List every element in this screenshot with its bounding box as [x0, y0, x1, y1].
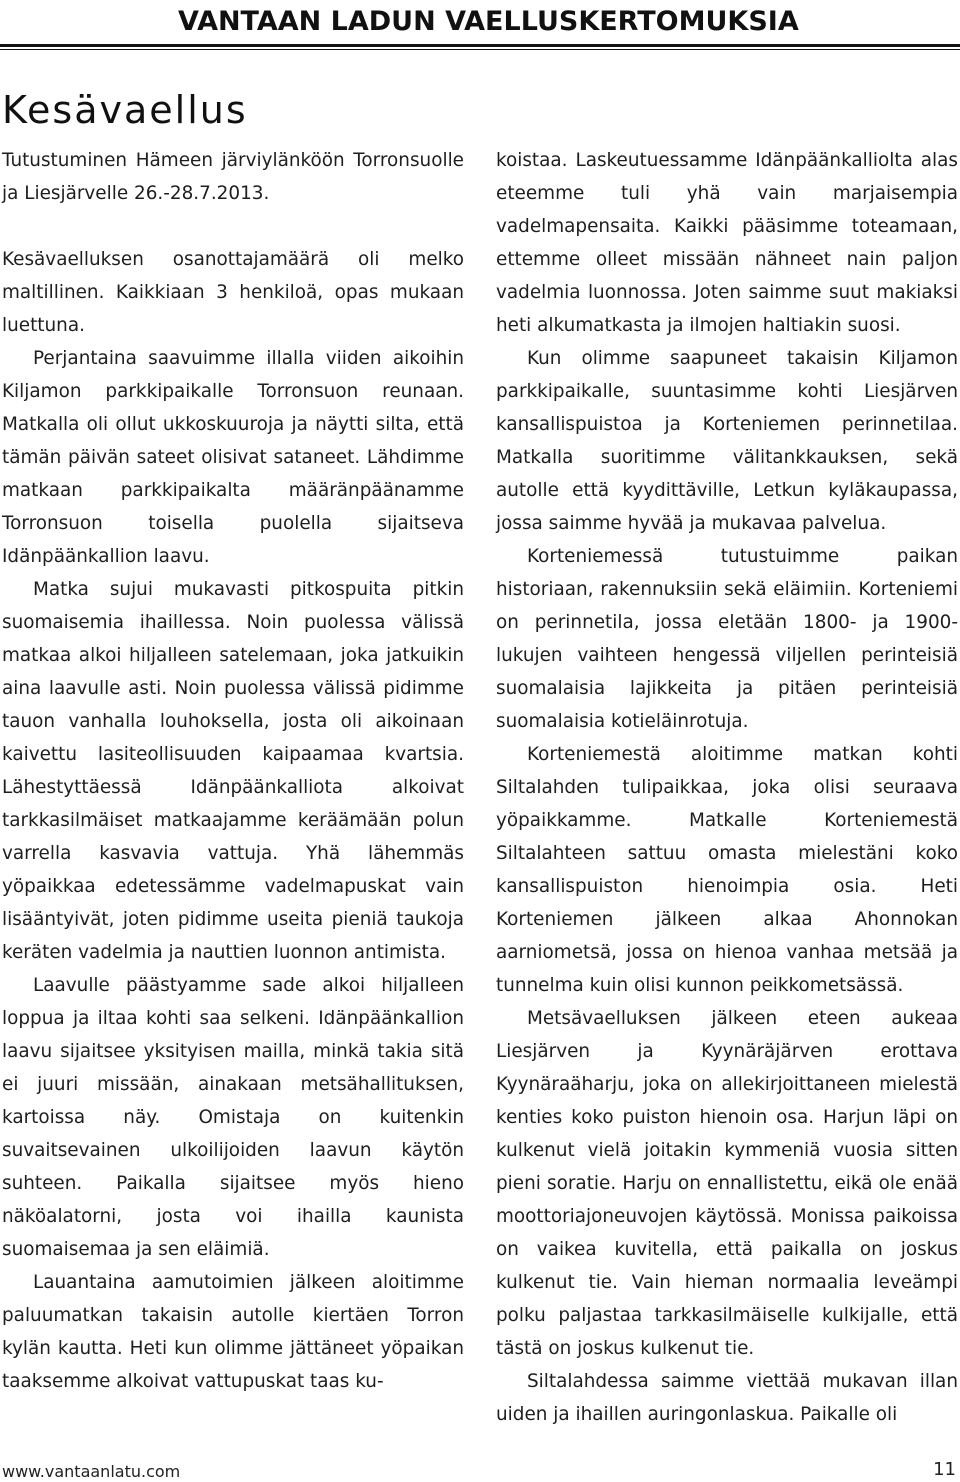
article-title: Kesävaellus — [2, 88, 248, 132]
footer-url: www.vantaanlatu.com — [2, 1462, 181, 1481]
paragraph: Laavulle päästyamme sade alkoi hiljalleen loppua ja iltaa kohti saa selkeni. Idänpäänkallion laavu sijaitsee yksityisen mailla, minkä takia sitä ei juuri missään, ainakaan metsähallituksen, kartoissa näy. Omistaja on kuitenkin suvaitsevainen ulkoilijoiden laavun käytön suhteen. Paikalla sijaitsee myös hieno näköalatorni, josta voi ihailla kaunista suomaisemaa ja sen eläimiä. — [2, 975, 464, 1260]
paragraph: Siltalahdessa saimme viettää mukavan illan uiden ja ihaillen auringonlaskua. Paikalle oli — [496, 1371, 958, 1425]
paragraph: Perjantaina saavuimme illalla viiden aikoihin Kiljamon parkkipaikalle Torronsuon reunaan. Matkalla oli ollut ukkoskuuroja ja näytti silta, että tämän päivän sateet olisivat sataneet. Lähdimme matkaan parkkipaikalta määränpäänamme Torronsuon toisella puolella sijaitseva Idänpäänkallion laavu. — [2, 348, 464, 567]
page-number: 11 — [933, 1459, 956, 1480]
header-rule-thin — [0, 49, 960, 50]
header-title: VANTAAN LADUN VAELLUSKERTOMUKSIA — [178, 6, 799, 37]
paragraph: koistaa. Laskeutuessamme Idänpäänkalliolta alas eteemme tuli yhä vain marjaisempia vadelmapensaita. Kaikki pääsimme toteamaan, ettemme olleet missään nähneet nain paljon vadelmia luonnossa. Joten saimme suut makiaksi heti alkumatkasta ja ilmojen haltiakin suosi. — [496, 150, 958, 336]
right-column — [496, 144, 958, 1431]
page-header — [0, 0, 960, 50]
paragraph: Korteniemestä aloitimme matkan kohti Siltalahden tulipaikkaa, joka olisi seuraava yöpaikkamme. Matkalle Korteniemestä Siltalahteen sattuu omasta mielestäni koko kansallispuiston hienoimpia osia. Heti Korteniemen jälkeen alkaa Ahonnokan aarniometsä, jossa on hienoa vanhaa metsää ja tunnelma kuin olisi kunnon peikkometsässä. — [496, 744, 958, 996]
article-subtitle: Tutustuminen Hämeen järviylänköön Torronsuolle ja Liesjärvelle 26.-28.7.2013. — [2, 150, 464, 204]
paragraph: Kun olimme saapuneet takaisin Kiljamon parkkipaikalle, suuntasimme kohti Liesjärven kansallispuistoa ja Korteniemen perinnetilaa. Matkalla suoritimme välitankkauksen, sekä autolle että kyydittäville, Letkun kyläkaupassa, jossa saimme hyvää ja mukavaa palvelua. — [496, 348, 958, 534]
paragraph: Kesävaelluksen osanottajamäärä oli melko maltillinen. Kaikkiaan 3 henkiloä, opas mukaan luettuna. — [2, 249, 464, 336]
left-column — [2, 144, 464, 1398]
header-rule-thick — [0, 44, 960, 47]
paragraph: Lauantaina aamutoimien jälkeen aloitimme paluumatkan takaisin autolle kiertäen Torron kylän kautta. Heti kun olimme jättäneet yöpaikan taaksemme alkoivat vattupuskat taas ku- — [2, 1272, 464, 1392]
paragraph: Korteniemessä tutustuimme paikan historiaan, rakennuksiin sekä eläimiin. Korteniemi on perinnetila, jossa eletään 1800- ja 1900-lukujen vaihteen hengessä viljellen perinteisiä suomalaisia lajikkeita ja pitäen perinteisiä suomalaisia kotieläinrotuja. — [496, 546, 958, 732]
paragraph: Matka sujui mukavasti pitkospuita pitkin suomaisemia ihaillessa. Noin puolessa välissä matkaa alkoi hiljalleen satelemaan, joka jatkuikin aina laavulle asti. Noin puolessa välissä pidimme tauon vanhalla louhoksella, josta oli aikoinaan kaivettu lasiteollisuuden kaipaamaa kvartsia. Lähestyttäessä Idänpäänkalliota alkoivat tarkkasilmäiset matkaajamme keräämään polun varrella kasvavia vattuja. Yhä lähemmäs yöpaikkaa edetessämme vadelmapuskat vain lisääntyivät, joten pidimme useita pieniä taukoja keräten vadelmia ja nauttien luonnon antimista. — [2, 579, 464, 963]
paragraph: Metsävaelluksen jälkeen eteen aukeaa Liesjärven ja Kyynäräjärven erottava Kyynäraäharju, joka on allekirjoittaneen mielestä kenties koko puiston hienoin osa. Harjun läpi on kulkenut vielä joitakin kymmeniä vuosia sitten pieni soratie. Harju on ennallistettu, eikä ole enää moottoriajoneuvojen käytössä. Monissa paikoissa on vaikea kuvitella, että paikalla on joskus kulkenut tie. Vain hieman normaalia leveämpi polku paljastaa tarkkasilmäiselle kulkijalle, että tästä on joskus kulkenut tie. — [496, 1008, 958, 1359]
